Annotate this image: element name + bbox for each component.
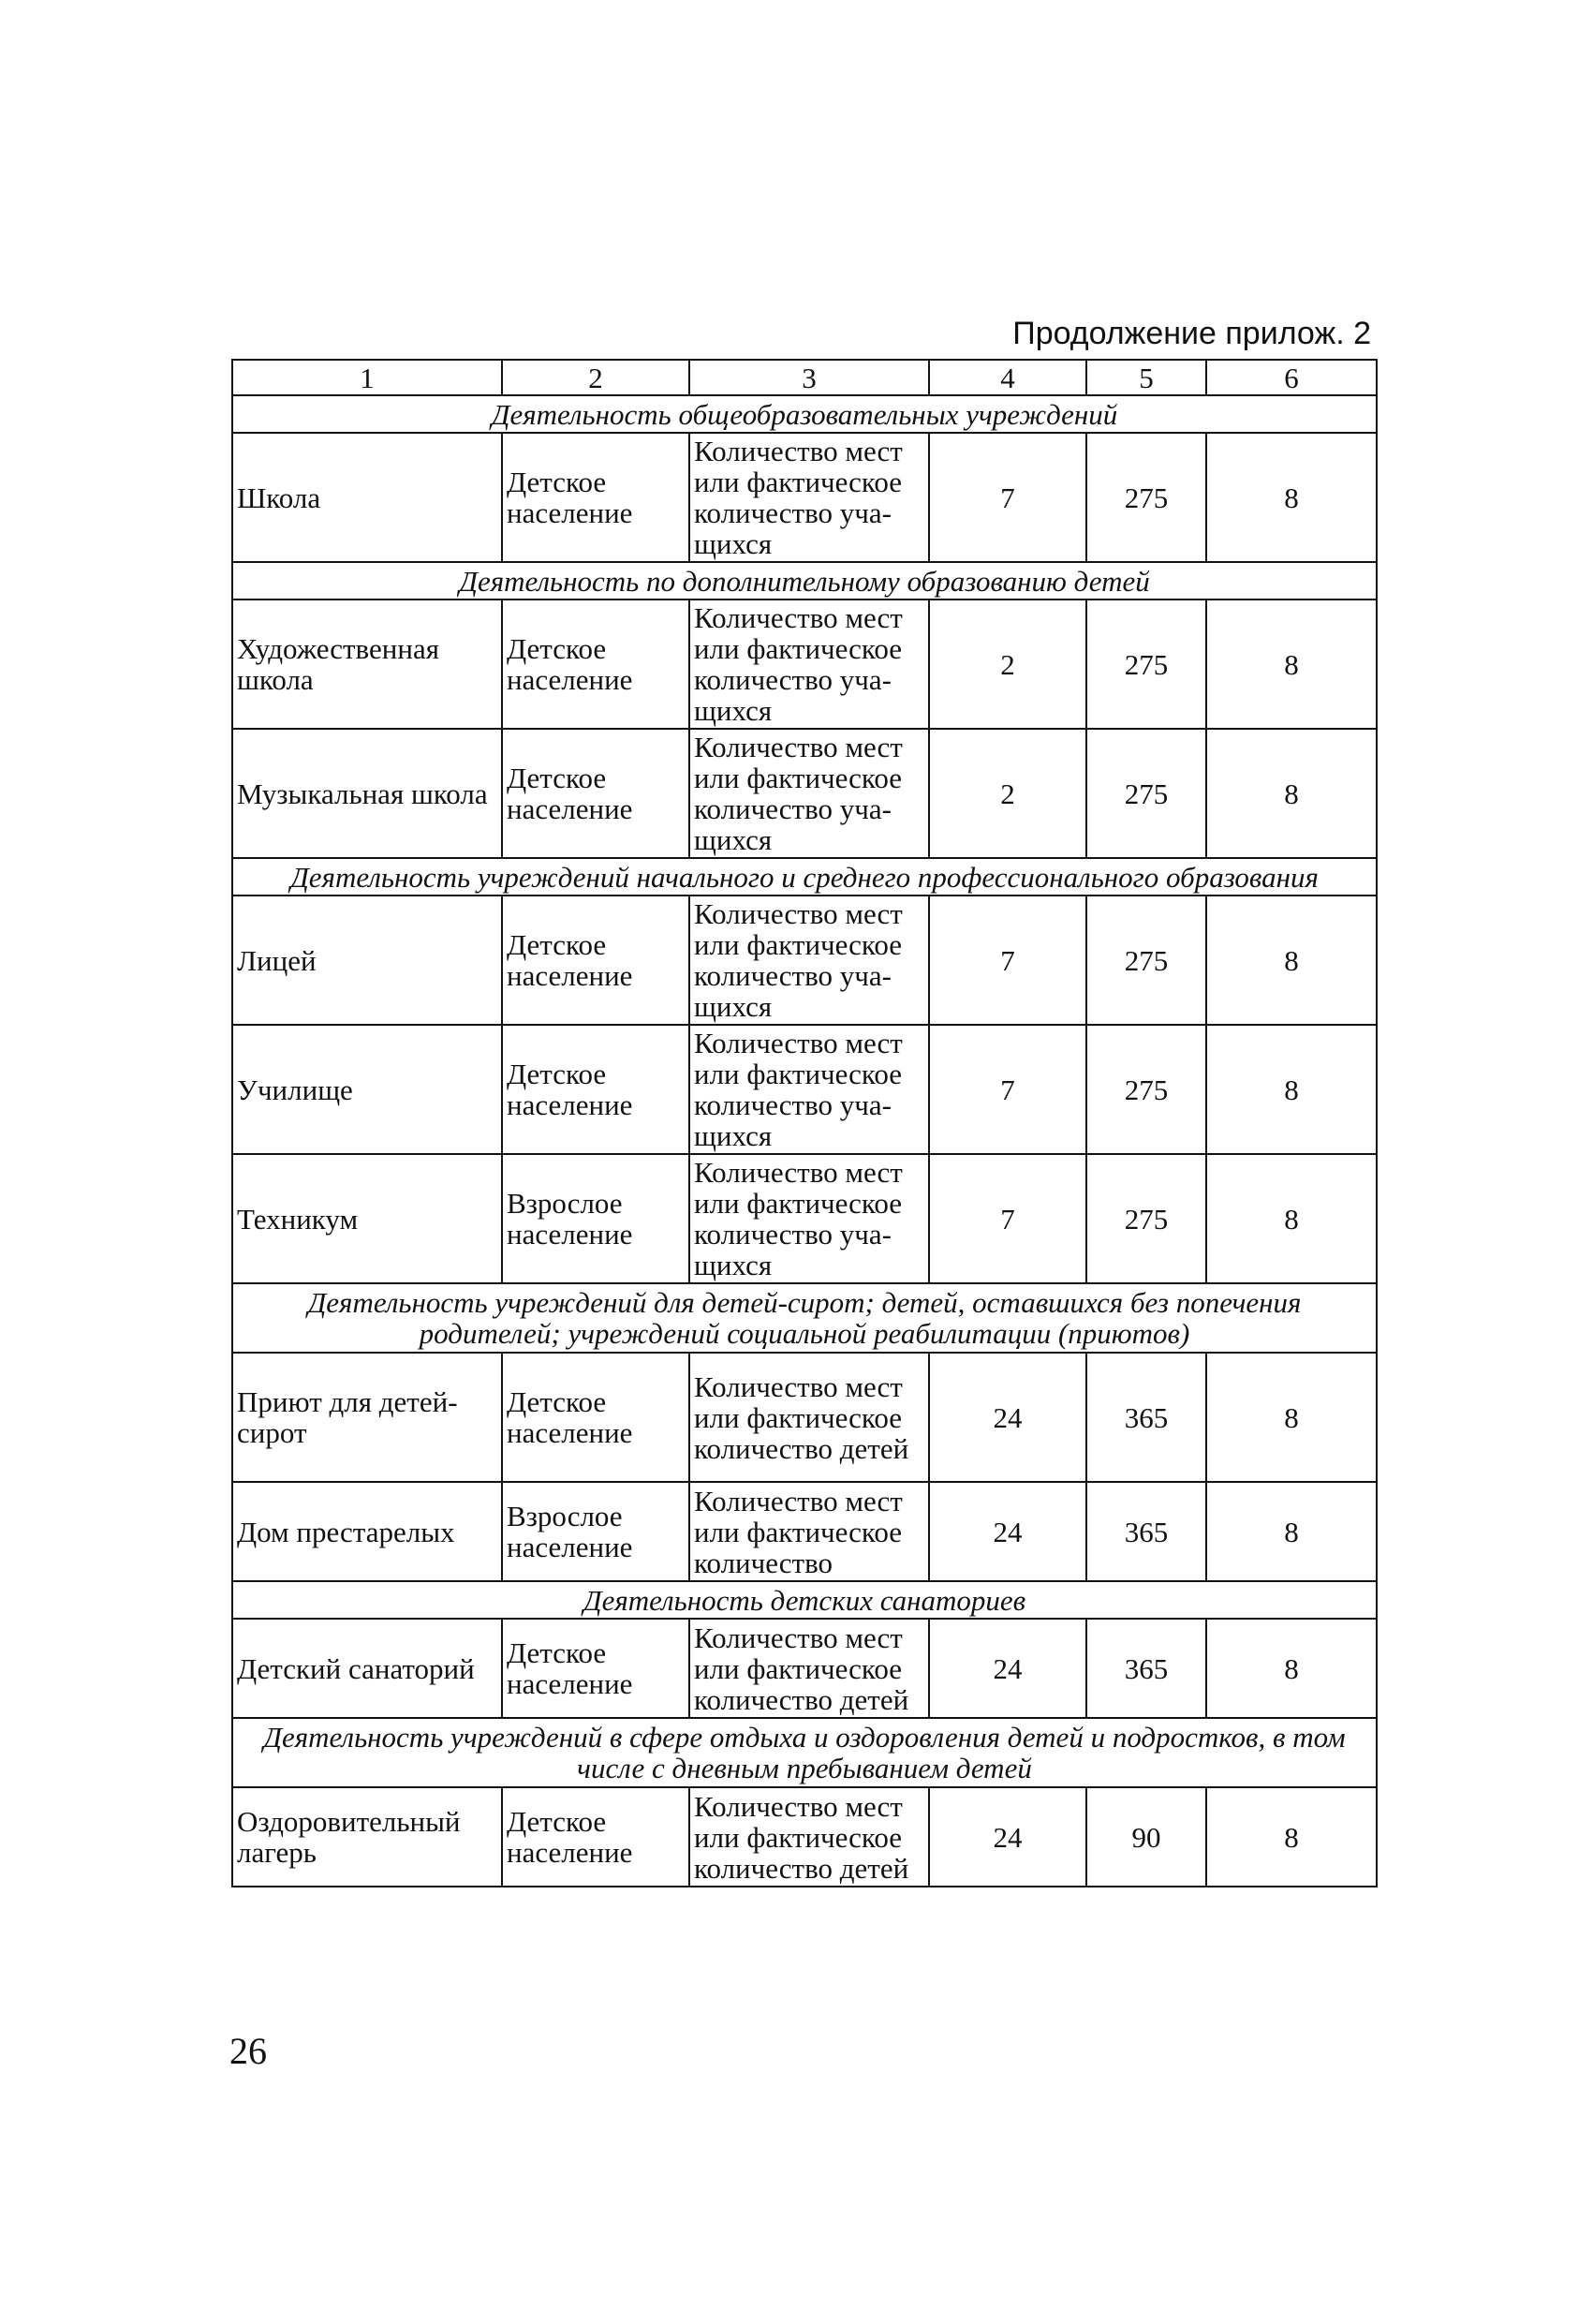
- value-cell-4: 2: [929, 729, 1086, 858]
- facility-cell: Приют для детей-сирот: [232, 1353, 502, 1482]
- section-row: [232, 395, 1377, 433]
- value-cell-4: 7: [929, 1154, 1086, 1283]
- table-row: [232, 896, 1377, 1025]
- section-row: [232, 1283, 1377, 1353]
- population-cell: Детское население: [502, 896, 689, 1025]
- facility-cell: Детский санаторий: [232, 1619, 502, 1718]
- section-row: [232, 562, 1377, 600]
- column-number: 2: [502, 360, 689, 395]
- population-cell: Детское население: [502, 600, 689, 729]
- section-title: Деятельность учреждений в сфере отдыха и оздоровления детей и подростков, в том числе с дневным пребыванием детей: [232, 1718, 1377, 1787]
- section-row: [232, 1718, 1377, 1787]
- indicator-cell: Количество мест или фактическое количество учащихся: [689, 1154, 929, 1283]
- indicator-cell: Количество мест или фактическое количество детей: [689, 1619, 929, 1718]
- indicator-cell: Количество мест или фактическое количество учащихся: [689, 433, 929, 562]
- indicator-cell: Количество мест или фактическое количество учащихся: [689, 600, 929, 729]
- facility-cell: Школа: [232, 433, 502, 562]
- value-cell-5: 90: [1086, 1787, 1206, 1887]
- population-cell: Взрослое население: [502, 1154, 689, 1283]
- value-cell-4: 7: [929, 896, 1086, 1025]
- section-row: [232, 858, 1377, 896]
- facility-cell: Дом престарелых: [232, 1482, 502, 1581]
- value-cell-5: 275: [1086, 896, 1206, 1025]
- value-cell-5: 365: [1086, 1482, 1206, 1581]
- value-cell-6: 8: [1206, 1353, 1377, 1482]
- facility-cell: Училище: [232, 1025, 502, 1154]
- value-cell-5: 275: [1086, 1025, 1206, 1154]
- column-number-row: [232, 360, 1377, 395]
- value-cell-4: 24: [929, 1353, 1086, 1482]
- population-cell: Детское население: [502, 1787, 689, 1887]
- section-title: Деятельность общеобразовательных учреждений: [232, 395, 1377, 433]
- value-cell-6: 8: [1206, 1482, 1377, 1581]
- column-number: 4: [929, 360, 1086, 395]
- value-cell-6: 8: [1206, 1025, 1377, 1154]
- population-cell: Детское население: [502, 433, 689, 562]
- facility-cell: Лицей: [232, 896, 502, 1025]
- column-number: 1: [232, 360, 502, 395]
- value-cell-6: 8: [1206, 1619, 1377, 1718]
- value-cell-5: 365: [1086, 1353, 1206, 1482]
- value-cell-4: 24: [929, 1482, 1086, 1581]
- value-cell-4: 24: [929, 1619, 1086, 1718]
- indicator-cell: Количество мест или фактическое количество учащихся: [689, 896, 929, 1025]
- value-cell-5: 365: [1086, 1619, 1206, 1718]
- table-row: [232, 600, 1377, 729]
- data-table: [231, 359, 1378, 1887]
- value-cell-4: 24: [929, 1787, 1086, 1887]
- table-row: [232, 433, 1377, 562]
- table-row: [232, 1025, 1377, 1154]
- section-title: Деятельность детских санаториев: [232, 1581, 1377, 1619]
- facility-cell: Техникум: [232, 1154, 502, 1283]
- facility-cell: Музыкальная школа: [232, 729, 502, 858]
- value-cell-6: 8: [1206, 729, 1377, 858]
- indicator-cell: Количество мест или фактическое количество детей: [689, 1353, 929, 1482]
- continuation-caption: Продолжение прилож. 2: [1012, 316, 1371, 351]
- population-cell: Детское население: [502, 1353, 689, 1482]
- indicator-cell: Количество мест или фактическое количество учащихся: [689, 1025, 929, 1154]
- value-cell-5: 275: [1086, 600, 1206, 729]
- column-number: 5: [1086, 360, 1206, 395]
- population-cell: Детское население: [502, 1619, 689, 1718]
- value-cell-6: 8: [1206, 1787, 1377, 1887]
- value-cell-4: 2: [929, 600, 1086, 729]
- facility-cell: Художественная школа: [232, 600, 502, 729]
- table-row: [232, 1154, 1377, 1283]
- indicator-cell: Количество мест или фактическое количество учащихся: [689, 729, 929, 858]
- section-row: [232, 1581, 1377, 1619]
- section-title: Деятельность учреждений начального и среднего профессионального образования: [232, 858, 1377, 896]
- table-row: [232, 1353, 1377, 1482]
- population-cell: Детское население: [502, 1025, 689, 1154]
- value-cell-6: 8: [1206, 1154, 1377, 1283]
- column-number: 3: [689, 360, 929, 395]
- section-title: Деятельность по дополнительному образованию детей: [232, 562, 1377, 600]
- page-number: 26: [229, 2030, 267, 2072]
- table-row: [232, 1787, 1377, 1887]
- value-cell-6: 8: [1206, 433, 1377, 562]
- population-cell: Взрослое население: [502, 1482, 689, 1581]
- value-cell-4: 7: [929, 1025, 1086, 1154]
- value-cell-5: 275: [1086, 729, 1206, 858]
- value-cell-6: 8: [1206, 600, 1377, 729]
- indicator-cell: Количество мест или фактическое количество: [689, 1482, 929, 1581]
- population-cell: Детское население: [502, 729, 689, 858]
- value-cell-4: 7: [929, 433, 1086, 562]
- value-cell-6: 8: [1206, 896, 1377, 1025]
- facility-cell: Оздоровительный лагерь: [232, 1787, 502, 1887]
- indicator-cell: Количество мест или фактическое количество детей: [689, 1787, 929, 1887]
- section-title: Деятельность учреждений для детей-сирот; детей, оставшихся без попечения родителей; учреждений социальной реабилитации (приютов): [232, 1283, 1377, 1353]
- table-row: [232, 1619, 1377, 1718]
- column-number: 6: [1206, 360, 1377, 395]
- table-row: [232, 729, 1377, 858]
- value-cell-5: 275: [1086, 1154, 1206, 1283]
- table-row: [232, 1482, 1377, 1581]
- value-cell-5: 275: [1086, 433, 1206, 562]
